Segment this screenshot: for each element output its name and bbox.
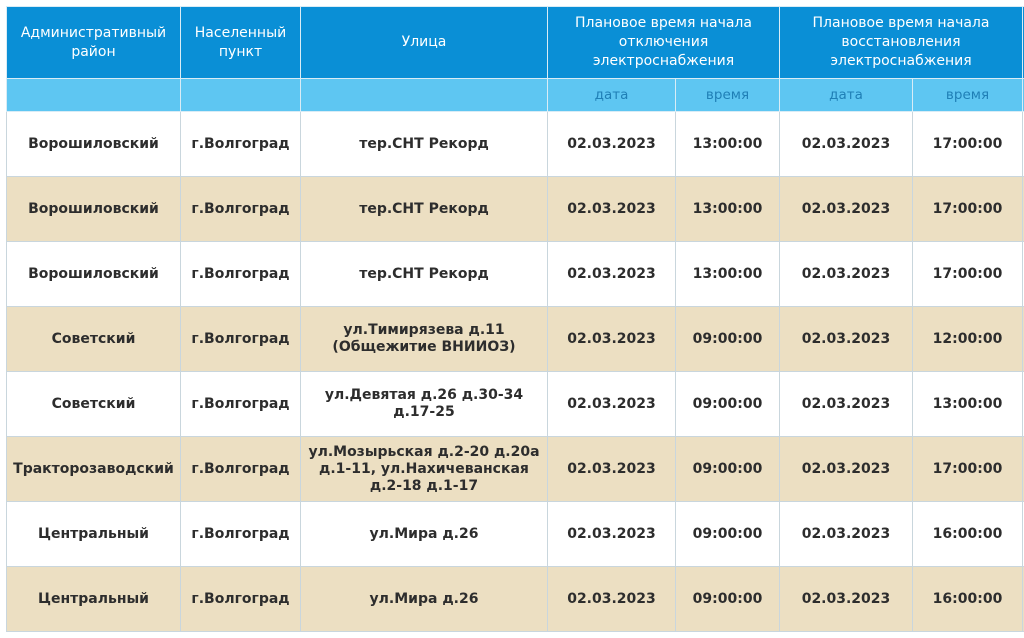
cell-locality: г.Волгоград — [181, 307, 301, 372]
subheader-empty-street — [301, 79, 548, 112]
cell-restore-time: 13:00:00 — [913, 372, 1023, 437]
cell-locality: г.Волгоград — [181, 242, 301, 307]
cell-locality: г.Волгоград — [181, 502, 301, 567]
cell-district: Советский — [7, 372, 181, 437]
cell-street: ул.Мозырьская д.2-20 д.20а д.1-11, ул.Нахичеванская д.2-18 д.1-17 — [301, 437, 548, 502]
table-row — [7, 372, 1024, 437]
cell-outage-time: 09:00:00 — [676, 567, 780, 632]
table-row — [7, 567, 1024, 632]
cell-outage-time: 09:00:00 — [676, 502, 780, 567]
cell-outage-date: 02.03.2023 — [548, 502, 676, 567]
header-locality: Населенный пункт — [181, 7, 301, 79]
cell-restore-time: 17:00:00 — [913, 112, 1023, 177]
cell-outage-date: 02.03.2023 — [548, 242, 676, 307]
table-row — [7, 177, 1024, 242]
cell-outage-date: 02.03.2023 — [548, 307, 676, 372]
subheader-row — [7, 79, 1024, 112]
cell-street: ул.Мира д.26 — [301, 502, 548, 567]
cell-district: Советский — [7, 307, 181, 372]
header-row — [7, 7, 1024, 79]
cell-restore-time: 17:00:00 — [913, 177, 1023, 242]
cell-district: Ворошиловский — [7, 242, 181, 307]
cell-outage-time: 13:00:00 — [676, 177, 780, 242]
cell-outage-date: 02.03.2023 — [548, 112, 676, 177]
cell-locality: г.Волгоград — [181, 372, 301, 437]
cell-outage-date: 02.03.2023 — [548, 372, 676, 437]
subheader-restore-date: дата — [780, 79, 913, 112]
subheader-restore-time: время — [913, 79, 1023, 112]
cell-district: Центральный — [7, 567, 181, 632]
table-row — [7, 437, 1024, 502]
cell-district: Тракторозаводский — [7, 437, 181, 502]
subheader-outage-date: дата — [548, 79, 676, 112]
cell-outage-time: 13:00:00 — [676, 242, 780, 307]
cell-street: тер.СНТ Рекорд — [301, 177, 548, 242]
subheader-outage-time: время — [676, 79, 780, 112]
table-body — [7, 112, 1024, 632]
cell-street: тер.СНТ Рекорд — [301, 112, 548, 177]
cell-district: Ворошиловский — [7, 112, 181, 177]
cell-outage-time: 09:00:00 — [676, 307, 780, 372]
header-outage-start: Плановое время начала отключения электроснабжения — [548, 7, 780, 79]
cell-locality: г.Волгоград — [181, 437, 301, 502]
cell-outage-time: 09:00:00 — [676, 437, 780, 502]
cell-outage-date: 02.03.2023 — [548, 567, 676, 632]
table-row — [7, 112, 1024, 177]
cell-restore-date: 02.03.2023 — [780, 177, 913, 242]
cell-restore-time: 17:00:00 — [913, 242, 1023, 307]
cell-restore-date: 02.03.2023 — [780, 437, 913, 502]
header-district: Административный район — [7, 7, 181, 79]
cell-restore-date: 02.03.2023 — [780, 112, 913, 177]
cell-street: ул.Тимирязева д.11 (Общежитие ВНИИОЗ) — [301, 307, 548, 372]
table-row — [7, 242, 1024, 307]
cell-restore-date: 02.03.2023 — [780, 242, 913, 307]
cell-street: тер.СНТ Рекорд — [301, 242, 548, 307]
cell-outage-time: 13:00:00 — [676, 112, 780, 177]
cell-restore-time: 16:00:00 — [913, 567, 1023, 632]
cell-restore-time: 12:00:00 — [913, 307, 1023, 372]
subheader-empty-locality — [181, 79, 301, 112]
cell-outage-date: 02.03.2023 — [548, 437, 676, 502]
cell-outage-time: 09:00:00 — [676, 372, 780, 437]
cell-restore-date: 02.03.2023 — [780, 372, 913, 437]
cell-district: Ворошиловский — [7, 177, 181, 242]
cell-restore-time: 17:00:00 — [913, 437, 1023, 502]
cell-locality: г.Волгоград — [181, 112, 301, 177]
cell-restore-date: 02.03.2023 — [780, 502, 913, 567]
cell-restore-date: 02.03.2023 — [780, 307, 913, 372]
cell-outage-date: 02.03.2023 — [548, 177, 676, 242]
cell-restore-date: 02.03.2023 — [780, 567, 913, 632]
subheader-empty-district — [7, 79, 181, 112]
cell-restore-time: 16:00:00 — [913, 502, 1023, 567]
table-header — [7, 7, 1024, 112]
power-outage-table — [6, 6, 1024, 632]
cell-street: ул.Девятая д.26 д.30-34 д.17-25 — [301, 372, 548, 437]
table-row — [7, 502, 1024, 567]
cell-locality: г.Волгоград — [181, 177, 301, 242]
cell-street: ул.Мира д.26 — [301, 567, 548, 632]
cell-locality: г.Волгоград — [181, 567, 301, 632]
table-row — [7, 307, 1024, 372]
cell-district: Центральный — [7, 502, 181, 567]
header-street: Улица — [301, 7, 548, 79]
header-restore-start: Плановое время начала восстановления электроснабжения — [780, 7, 1023, 79]
